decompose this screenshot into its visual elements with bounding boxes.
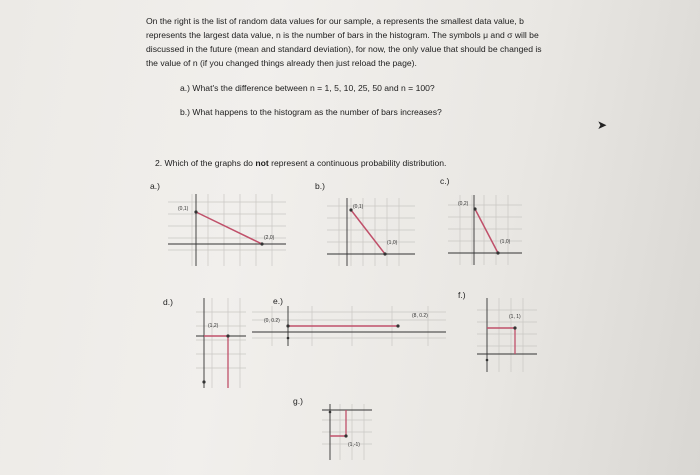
graph-a-label-1: (0,1) bbox=[178, 206, 189, 212]
graph-e-origin bbox=[287, 337, 290, 340]
graph-g-point-1 bbox=[344, 434, 347, 437]
graph-f-point-1 bbox=[513, 326, 516, 329]
graph-a-label-2: (2,0) bbox=[264, 235, 275, 241]
graph-b-label-1: (0,1) bbox=[353, 204, 364, 210]
intro-line-1: On the right is the list of random data values for our sample, a represents the smallest data value, b bbox=[146, 16, 524, 26]
graph-c bbox=[448, 193, 524, 269]
graph-c-line bbox=[475, 209, 498, 253]
cursor-icon: ➤ bbox=[597, 118, 608, 132]
option-label-g: g.) bbox=[293, 396, 303, 406]
graph-c-label-2: (1,0) bbox=[500, 239, 511, 245]
graph-g-label-1: (1,-1) bbox=[348, 442, 360, 448]
graph-d bbox=[192, 296, 250, 392]
graph-b bbox=[327, 194, 417, 269]
graph-e bbox=[252, 304, 448, 348]
graph-a-grid bbox=[168, 194, 286, 266]
graph-c-label-1: (0,2) bbox=[458, 201, 469, 207]
question-2-pre: 2. Which of the graphs do bbox=[155, 158, 256, 168]
graph-d-grid bbox=[196, 298, 246, 388]
graph-a bbox=[168, 190, 290, 270]
graph-e-point-2 bbox=[396, 324, 399, 327]
option-label-a: a.) bbox=[150, 181, 160, 191]
graph-b-grid bbox=[327, 198, 415, 266]
graph-f-origin bbox=[486, 359, 489, 362]
graph-a-point-2 bbox=[260, 242, 263, 245]
graph-a-line bbox=[196, 212, 262, 244]
question-2-post: represent a continuous probability distribution. bbox=[268, 158, 447, 168]
graph-b-line bbox=[351, 210, 385, 254]
graph-g bbox=[320, 402, 374, 464]
option-label-b: b.) bbox=[315, 181, 325, 191]
graph-f-grid bbox=[477, 298, 537, 372]
graph-c-point-1 bbox=[473, 207, 476, 210]
graph-g-origin bbox=[329, 411, 332, 414]
question-b: b.) What happens to the histogram as the number of bars increases? bbox=[180, 107, 442, 117]
graph-a-point-1 bbox=[194, 210, 197, 213]
graph-f-label-1: (1, 1) bbox=[509, 314, 521, 320]
graph-e-label-1: (0, 0.2) bbox=[264, 318, 280, 324]
option-label-e: e.) bbox=[273, 296, 283, 306]
question-2 bbox=[155, 158, 446, 168]
intro-line-3: discussed in the future (mean and standard deviation), for now, the only value that should be changed is bbox=[146, 44, 542, 54]
graph-e-point-1 bbox=[286, 324, 289, 327]
intro-paragraph bbox=[146, 14, 576, 70]
graph-c-point-2 bbox=[496, 251, 499, 254]
graph-f bbox=[475, 296, 539, 376]
option-label-f: f.) bbox=[458, 290, 466, 300]
intro-line-2: represents the largest data value, n is the number of bars in the histogram. The symbols μ and σ will be bbox=[146, 30, 539, 40]
graph-b-label-2: (1,0) bbox=[387, 240, 398, 246]
graph-b-point-2 bbox=[383, 252, 386, 255]
graph-e-label-2: (8, 0.2) bbox=[412, 313, 428, 319]
graph-d-point-1 bbox=[226, 334, 229, 337]
option-label-d: d.) bbox=[163, 297, 173, 307]
question-a: a.) What's the difference between n = 1, 5, 10, 25, 50 and n = 100? bbox=[180, 83, 435, 93]
question-2-bold: not bbox=[255, 158, 269, 168]
graph-d-label-1: (1,2) bbox=[208, 323, 219, 329]
option-label-c: c.) bbox=[440, 176, 450, 186]
graph-d-point-2 bbox=[202, 380, 205, 383]
intro-line-4: the value of n (if you changed things already then just reload the page). bbox=[146, 58, 417, 68]
